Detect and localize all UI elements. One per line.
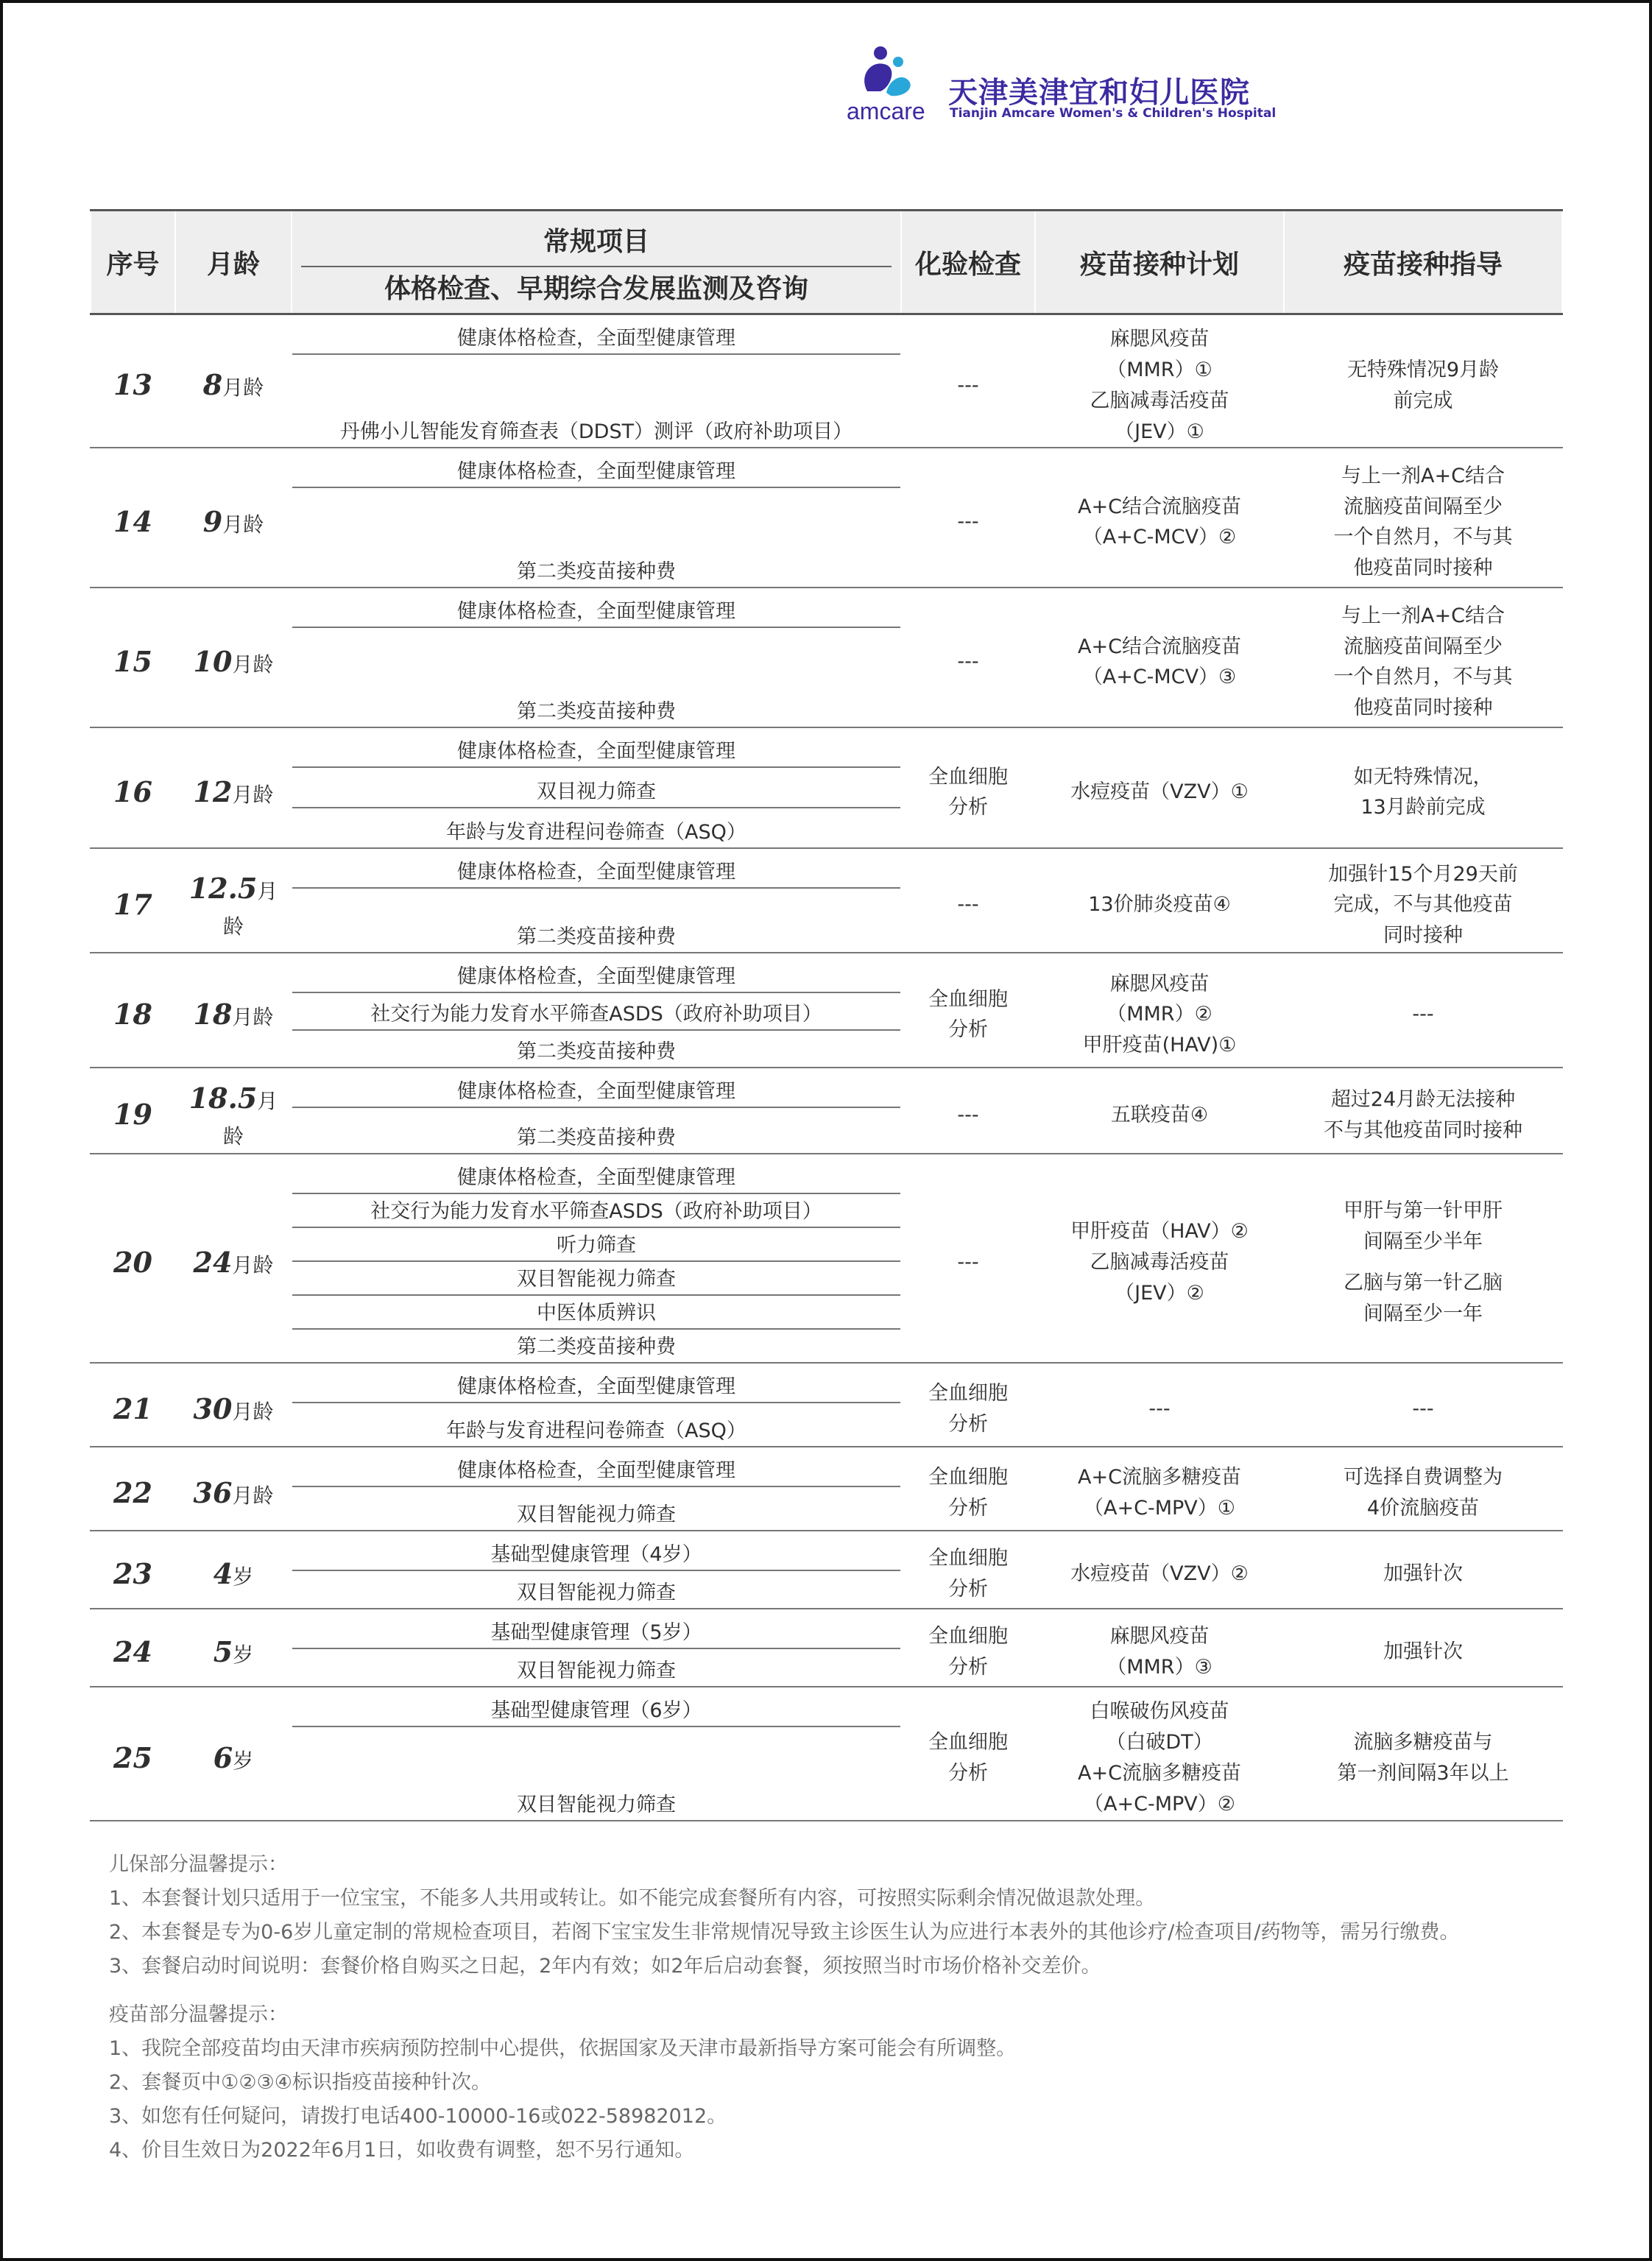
- vaccine-plan: [1035, 1456, 1284, 1531]
- row-items: [292, 1696, 901, 1821]
- vaccine-guide: [1284, 1163, 1562, 1363]
- items-list: [292, 1372, 900, 1446]
- vaccine-plan: [1035, 324, 1284, 448]
- vaccine-plan: [1035, 1163, 1284, 1363]
- header-routine-sub: 体格检查、早期综合发展监测及咨询: [384, 274, 808, 304]
- vaccine-plan: [1035, 737, 1284, 848]
- vaccine-plan-line: （MMR）①: [1106, 358, 1212, 381]
- vaccine-guide-line: 他疫苗同时接种: [1353, 696, 1493, 720]
- table-row: [91, 1163, 1562, 1363]
- vaccine-plan: [1035, 1372, 1284, 1447]
- row-gap-cell: [91, 1447, 1562, 1456]
- routine-item: 健康体格检查，全面型健康管理: [292, 457, 900, 488]
- vaccine-plan-line: （MMR）③: [1106, 1656, 1212, 1679]
- vaccine-note: 1、我院全部疫苗均由天津市疾病预防控制中心提供，依据国家及天津市最新指导方案可能会有所调整。: [109, 2037, 1017, 2060]
- lab-test: [901, 324, 1035, 448]
- table-body: [91, 314, 1562, 1821]
- row-number: 15: [91, 597, 175, 727]
- vaccine-guide: [1284, 858, 1562, 953]
- vaccine-note: 2、套餐页中①②③④标识指疫苗接种针次。: [109, 2071, 491, 2094]
- vaccine-plan-line: （A+C-MCV）②: [1082, 526, 1237, 549]
- row-gap: [91, 314, 1562, 325]
- items-list: [292, 1540, 900, 1608]
- age-number: 18: [193, 997, 233, 1031]
- row-age: [175, 1372, 292, 1447]
- lab-test: [901, 1456, 1035, 1531]
- vaccine-guide: [1284, 1372, 1562, 1447]
- vaccine-guide-line: 如无特殊情况，: [1353, 765, 1493, 789]
- lab-test-line: 全血细胞: [928, 1625, 1008, 1648]
- vaccine-guide-line: 与上一剂A+C结合: [1341, 604, 1505, 627]
- row-number: 16: [91, 737, 175, 848]
- vaccine-plan-line: ---: [1148, 1397, 1171, 1421]
- routine-item: 健康体格检查，全面型健康管理: [292, 962, 900, 993]
- vaccine-guide-line: 流脑疫苗间隔至少: [1344, 495, 1503, 518]
- age-unit: 岁: [233, 1748, 254, 1773]
- table-row: [91, 457, 1562, 588]
- header-routine: [292, 211, 901, 314]
- row-gap: [91, 1531, 1562, 1540]
- vaccine-guide-line: 加强针次: [1383, 1640, 1463, 1664]
- vaccine-guide-line: 同时接种: [1383, 924, 1463, 948]
- vaccine-guide-line: 一个自然月，不与其: [1333, 666, 1513, 689]
- lab-test: [901, 962, 1035, 1068]
- routine-item: 社交行为能力发育水平筛查ASDS（政府补助项目）: [292, 1197, 900, 1228]
- row-items: [292, 457, 901, 588]
- lab-test-line: 分析: [948, 1497, 988, 1520]
- vaccine-guide: [1284, 324, 1562, 448]
- vaccine-guide-line: 不与其他疫苗同时接种: [1324, 1118, 1522, 1142]
- row-gap-cell: [91, 1687, 1562, 1696]
- items-list: [292, 737, 900, 847]
- header-routine-title: 常规项目: [543, 227, 649, 257]
- table-row: [91, 737, 1562, 848]
- vaccine-plan-line: A+C结合流脑疫苗: [1078, 635, 1241, 658]
- age-number: 5: [213, 1634, 233, 1668]
- lab-test-line: 分析: [948, 1656, 988, 1679]
- vaccine-guide-line: 13月龄前完成: [1360, 796, 1486, 819]
- lab-test: [901, 1163, 1035, 1363]
- routine-item: 年龄与发育进程问卷筛查（ASQ）: [446, 1419, 746, 1443]
- table-row: [91, 324, 1562, 448]
- lab-test: [901, 597, 1035, 727]
- header-lab: 化验检查: [901, 211, 1035, 314]
- items-list: [292, 1456, 900, 1530]
- header-age: 月龄: [175, 211, 292, 314]
- vaccine-guide-line: 流脑多糖疫苗与: [1353, 1731, 1493, 1754]
- vaccine-plan-line: 麻腮风疫苗: [1109, 972, 1210, 995]
- age-unit: 月龄: [222, 512, 264, 537]
- vaccine-guide-line: 间隔至少半年: [1363, 1230, 1483, 1254]
- vaccine-guide-line: 流脑疫苗间隔至少: [1344, 635, 1503, 658]
- lab-test-line: 全血细胞: [928, 1547, 1008, 1570]
- child-note: 3、套餐启动时间说明：套餐价格自购买之日起，2年内有效；如2年后启动套餐，须按照当时市场价格补交差价。: [109, 1955, 1101, 1978]
- vaccine-note: 3、如您有任何疑问，请拨打电话400-10000-16或022-58982012。: [109, 2105, 727, 2128]
- items-list: [292, 457, 900, 587]
- routine-item: 健康体格检查，全面型健康管理: [292, 1456, 900, 1487]
- row-items: [292, 324, 901, 448]
- child-note: 2、本套餐是专为0-6岁儿童定制的常规检查项目，若阁下宝宝发生非常规情况导致主诊医生认为应进行本表外的其他诊疗/检查项目/药物等，需另行缴费。: [109, 1921, 1460, 1944]
- vaccine-note: 4、价目生效日为2022年6月1日，如收费有调整，恕不另行通知。: [109, 2139, 695, 2162]
- row-age: [175, 858, 292, 953]
- routine-item: 第二类疫苗接种费: [517, 560, 676, 584]
- age-number: 24: [193, 1245, 233, 1279]
- vaccine-guide: [1284, 962, 1562, 1068]
- vaccine-plan-line: 五联疫苗④: [1110, 1103, 1209, 1126]
- routine-item: 健康体格检查，全面型健康管理: [292, 737, 900, 768]
- lab-test-line: 分析: [948, 1018, 988, 1042]
- age-unit: 月龄: [222, 879, 278, 939]
- row-items: [292, 737, 901, 848]
- age-number: 9: [202, 504, 223, 538]
- vaccine-plan: [1035, 1540, 1284, 1609]
- items-list: [292, 858, 900, 952]
- vaccine-plan-line: 水痘疫苗（VZV）①: [1070, 780, 1249, 804]
- vaccine-plan-line: 乙脑减毒活疫苗: [1090, 1251, 1229, 1274]
- routine-item: 双目视力筛查: [292, 777, 900, 808]
- header-vaccine-guide: 疫苗接种指导: [1284, 211, 1562, 314]
- age-number: 30: [193, 1391, 233, 1425]
- hospital-name-en: Tianjin Amcare Women's & Children's Hospital: [950, 106, 1277, 121]
- table-header-row: [91, 211, 1562, 314]
- row-gap-cell: [91, 727, 1562, 737]
- vaccine-plan-line: 甲肝疫苗(HAV)①: [1082, 1034, 1237, 1057]
- vaccine-notes-title: 疫苗部分温馨提示：: [109, 2003, 288, 2026]
- row-gap: [91, 1363, 1562, 1372]
- vaccine-guide-line: 一个自然月，不与其: [1333, 526, 1513, 549]
- header-vaccine-plan: 疫苗接种计划: [1035, 211, 1284, 314]
- items-list: [292, 1163, 900, 1362]
- items-list: [292, 1696, 900, 1820]
- row-number: 14: [91, 457, 175, 588]
- row-gap: [91, 1068, 1562, 1077]
- row-items: [292, 1618, 901, 1687]
- age-number: 8: [202, 368, 223, 402]
- lab-test: [901, 1077, 1035, 1154]
- routine-item: 社交行为能力发育水平筛查ASDS（政府补助项目）: [292, 1000, 900, 1031]
- age-unit: 月龄: [232, 1004, 274, 1029]
- routine-item: 第二类疫苗接种费: [517, 925, 676, 949]
- checkup-schedule-table: [90, 209, 1563, 1821]
- table-row: [91, 1696, 1562, 1821]
- row-items: [292, 1372, 901, 1447]
- row-age: [175, 1696, 292, 1821]
- lab-test-line: 全血细胞: [928, 1466, 1008, 1489]
- age-unit: 月龄: [232, 652, 274, 677]
- lab-test: [901, 858, 1035, 953]
- vaccine-plan-line: （A+C-MPV）①: [1084, 1497, 1235, 1520]
- vaccine-plan-line: 麻腮风疫苗: [1109, 328, 1210, 350]
- vaccine-plan: [1035, 858, 1284, 953]
- row-age: [175, 1456, 292, 1531]
- logo-brand: amcare: [847, 98, 925, 124]
- row-age: [175, 1077, 292, 1154]
- vaccine-guide-line: 完成，不与其他疫苗: [1333, 893, 1513, 917]
- routine-item: 双目智能视力筛查: [517, 1659, 676, 1683]
- vaccine-plan-line: A+C流脑多糖疫苗: [1078, 1762, 1241, 1785]
- vaccine-guide: [1284, 457, 1562, 588]
- row-gap-cell: [91, 588, 1562, 597]
- lab-test-line: ---: [957, 893, 979, 917]
- vaccine-guide-line: 他疫苗同时接种: [1353, 557, 1493, 580]
- vaccine-plan-line: 甲肝疫苗（HAV）②: [1070, 1220, 1249, 1244]
- row-gap-cell: [91, 1154, 1562, 1163]
- row-items: [292, 962, 901, 1068]
- vaccine-plan-line: 13价肺炎疫苗④: [1088, 893, 1231, 917]
- routine-item: 双目智能视力筛查: [292, 1265, 900, 1296]
- vaccine-guide: [1284, 597, 1562, 727]
- row-gap-cell: [91, 314, 1562, 325]
- items-list: [292, 1077, 900, 1153]
- vaccine-plan-line: （JEV）②: [1115, 1282, 1204, 1305]
- row-gap-cell: [91, 1531, 1562, 1540]
- child-note: 1、本套餐计划只适用于一位宝宝，不能多人共用或转让。如不能完成套餐所有内容，可按照实际剩余情况做退款处理。: [109, 1887, 1156, 1910]
- vaccine-guide-line: 间隔至少一年: [1363, 1302, 1483, 1325]
- notes-section: [109, 1848, 1567, 2167]
- row-items: [292, 858, 901, 953]
- row-age: [175, 1618, 292, 1687]
- row-number: 21: [91, 1372, 175, 1447]
- lab-test-line: 全血细胞: [928, 987, 1008, 1011]
- lab-test: [901, 1696, 1035, 1821]
- vaccine-guide-line: 前完成: [1393, 389, 1453, 412]
- row-gap: [91, 1447, 1562, 1456]
- row-gap-cell: [91, 1068, 1562, 1077]
- row-gap: [91, 1609, 1562, 1618]
- routine-item: 中医体质辨识: [292, 1299, 900, 1330]
- routine-item: 双目智能视力筛查: [517, 1581, 676, 1605]
- row-gap-cell: [91, 1363, 1562, 1372]
- vaccine-guide-line: 与上一剂A+C结合: [1341, 464, 1505, 487]
- lab-test-line: 分析: [948, 1578, 988, 1601]
- table-row: [91, 1077, 1562, 1154]
- routine-item: 健康体格检查，全面型健康管理: [292, 324, 900, 355]
- row-gap: [91, 953, 1562, 962]
- age-number: 18.5: [188, 1082, 258, 1115]
- vaccine-plan-line: （MMR）②: [1106, 1003, 1212, 1026]
- items-list: [292, 324, 900, 447]
- row-gap: [91, 588, 1562, 597]
- age-unit: 岁: [233, 1642, 254, 1667]
- hospital-name-cn: 天津美津宜和妇儿医院: [948, 76, 1250, 110]
- row-items: [292, 1077, 901, 1154]
- table-row: [91, 962, 1562, 1068]
- vaccine-guide: [1284, 1456, 1562, 1531]
- lab-test-line: ---: [957, 373, 979, 397]
- table-row: [91, 1540, 1562, 1609]
- routine-item: 健康体格检查，全面型健康管理: [292, 1163, 900, 1194]
- routine-item: 听力筛查: [292, 1231, 900, 1262]
- routine-item: 第二类疫苗接种费: [517, 700, 676, 724]
- row-number: 22: [91, 1456, 175, 1531]
- vaccine-guide: [1284, 1696, 1562, 1821]
- lab-test-line: ---: [957, 650, 979, 674]
- routine-item: 基础型健康管理（4岁）: [292, 1540, 900, 1571]
- vaccine-plan-line: A+C流脑多糖疫苗: [1078, 1466, 1241, 1489]
- lab-test-line: ---: [957, 1103, 979, 1126]
- row-age: [175, 1540, 292, 1609]
- row-number: 23: [91, 1540, 175, 1609]
- vaccine-plan-line: 乙脑减毒活疫苗: [1090, 389, 1229, 412]
- row-items: [292, 597, 901, 727]
- vaccine-plan-line: （A+C-MPV）②: [1084, 1792, 1235, 1816]
- table-row: [91, 597, 1562, 727]
- row-age: [175, 324, 292, 448]
- lab-test-line: 全血细胞: [928, 765, 1008, 789]
- row-items: [292, 1540, 901, 1609]
- vaccine-guide-line: 4价流脑疫苗: [1366, 1497, 1480, 1520]
- row-number: 19: [91, 1077, 175, 1154]
- hospital-logo: [845, 46, 1277, 127]
- vaccine-plan-line: A+C结合流脑疫苗: [1078, 495, 1241, 518]
- vaccine-plan: [1035, 1618, 1284, 1687]
- amcare-logo-icon: [845, 46, 945, 124]
- age-number: 12: [193, 775, 233, 808]
- items-list: [292, 597, 900, 727]
- lab-test-line: 全血细胞: [928, 1382, 1008, 1405]
- row-age: [175, 457, 292, 588]
- row-age: [175, 962, 292, 1068]
- vaccine-plan: [1035, 1696, 1284, 1821]
- row-gap: [91, 1154, 1562, 1163]
- lab-test: [901, 1540, 1035, 1609]
- row-number: 25: [91, 1696, 175, 1821]
- routine-item: 双目智能视力筛查: [517, 1793, 676, 1817]
- row-age: [175, 737, 292, 848]
- vaccine-plan-line: （白破DT）: [1106, 1731, 1213, 1754]
- routine-item: 年龄与发育进程问卷筛查（ASQ）: [446, 821, 746, 844]
- routine-item: 第二类疫苗接种费: [517, 1126, 676, 1150]
- row-gap: [91, 1687, 1562, 1696]
- row-items: [292, 1456, 901, 1531]
- header-no: 序号: [91, 211, 175, 314]
- routine-item: 健康体格检查，全面型健康管理: [292, 1372, 900, 1403]
- vaccine-plan-line: （JEV）①: [1115, 420, 1204, 443]
- vaccine-plan-line: 白喉破伤风疫苗: [1090, 1700, 1229, 1724]
- age-unit: 月龄: [232, 1399, 274, 1424]
- row-number: 18: [91, 962, 175, 1068]
- row-gap-cell: [91, 953, 1562, 962]
- vaccine-plan-line: （A+C-MCV）③: [1082, 666, 1237, 689]
- lab-test-line: ---: [957, 1251, 979, 1274]
- routine-item: 第二类疫苗接种费: [517, 1040, 676, 1064]
- table-row: [91, 858, 1562, 953]
- routine-item: 丹佛小儿智能发育筛查表（DDST）测评（政府补助项目）: [339, 420, 853, 444]
- row-gap: [91, 848, 1562, 858]
- routine-item: 双目智能视力筛查: [517, 1503, 676, 1527]
- age-unit: 月龄: [222, 1089, 278, 1149]
- lab-test: [901, 737, 1035, 848]
- lab-test: [901, 1372, 1035, 1447]
- vaccine-guide-line: 加强针次: [1383, 1562, 1463, 1586]
- age-number: 36: [193, 1475, 233, 1509]
- table-row: [91, 1456, 1562, 1531]
- age-number: 4: [213, 1556, 233, 1590]
- vaccine-guide: [1284, 1618, 1562, 1687]
- routine-item: 健康体格检查，全面型健康管理: [292, 858, 900, 889]
- vaccine-guide-line: 无特殊情况9月龄: [1346, 358, 1500, 381]
- row-number: 24: [91, 1618, 175, 1687]
- vaccine-plan: [1035, 597, 1284, 727]
- age-number: 10: [193, 644, 233, 678]
- items-list: [292, 962, 900, 1067]
- age-number: 12.5: [188, 872, 258, 905]
- vaccine-guide-line: 可选择自费调整为: [1344, 1466, 1503, 1489]
- vaccine-guide-line: 甲肝与第一针甲肝: [1344, 1199, 1503, 1223]
- vaccine-guide-line: 加强针15个月29天前: [1328, 862, 1518, 886]
- lab-test-line: ---: [957, 510, 979, 534]
- vaccine-guide-line: 乙脑与第一针乙脑: [1344, 1271, 1503, 1295]
- vaccine-guide: [1284, 1077, 1562, 1154]
- row-number: 13: [91, 324, 175, 448]
- age-unit: 月龄: [232, 1252, 274, 1277]
- table-row: [91, 1372, 1562, 1447]
- row-gap-cell: [91, 1609, 1562, 1618]
- lab-test-line: 全血细胞: [928, 1731, 1008, 1754]
- age-unit: 岁: [233, 1564, 254, 1589]
- vaccine-plan-line: 麻腮风疫苗: [1109, 1625, 1210, 1648]
- age-unit: 月龄: [232, 1483, 274, 1508]
- vaccine-guide-line: ---: [1412, 1003, 1434, 1026]
- row-number: 17: [91, 858, 175, 953]
- lab-test-line: 分析: [948, 796, 988, 819]
- routine-item: 健康体格检查，全面型健康管理: [292, 597, 900, 628]
- vaccine-plan-line: 水痘疫苗（VZV）②: [1070, 1562, 1249, 1586]
- lab-test-line: 分析: [948, 1413, 988, 1436]
- row-gap-cell: [91, 848, 1562, 858]
- vaccine-guide: [1284, 1540, 1562, 1609]
- age-number: 6: [213, 1740, 233, 1774]
- routine-item: 基础型健康管理（5岁）: [292, 1618, 900, 1649]
- vaccine-guide-line: ---: [1412, 1397, 1434, 1421]
- vaccine-plan: [1035, 457, 1284, 588]
- age-unit: 月龄: [222, 375, 264, 401]
- routine-item: 基础型健康管理（6岁）: [292, 1696, 900, 1727]
- routine-item: 健康体格检查，全面型健康管理: [292, 1077, 900, 1108]
- vaccine-guide-line: 超过24月龄无法接种: [1330, 1087, 1516, 1111]
- items-list: [292, 1618, 900, 1686]
- row-gap-cell: [91, 448, 1562, 457]
- table-row: [91, 1618, 1562, 1687]
- child-notes-title: 儿保部分温馨提示：: [109, 1853, 288, 1876]
- vaccine-plan: [1035, 962, 1284, 1068]
- lab-test: [901, 457, 1035, 588]
- vaccine-plan: [1035, 1077, 1284, 1154]
- routine-item: 第二类疫苗接种费: [517, 1336, 676, 1359]
- row-age: [175, 1163, 292, 1363]
- row-number: 20: [91, 1163, 175, 1363]
- vaccine-guide: [1284, 737, 1562, 848]
- vaccine-guide-line: 第一剂间隔3年以上: [1337, 1762, 1509, 1785]
- row-items: [292, 1163, 901, 1363]
- lab-test-line: 分析: [948, 1762, 988, 1785]
- age-unit: 月龄: [232, 782, 274, 807]
- lab-test: [901, 1618, 1035, 1687]
- row-gap: [91, 727, 1562, 737]
- row-gap: [91, 448, 1562, 457]
- row-age: [175, 597, 292, 727]
